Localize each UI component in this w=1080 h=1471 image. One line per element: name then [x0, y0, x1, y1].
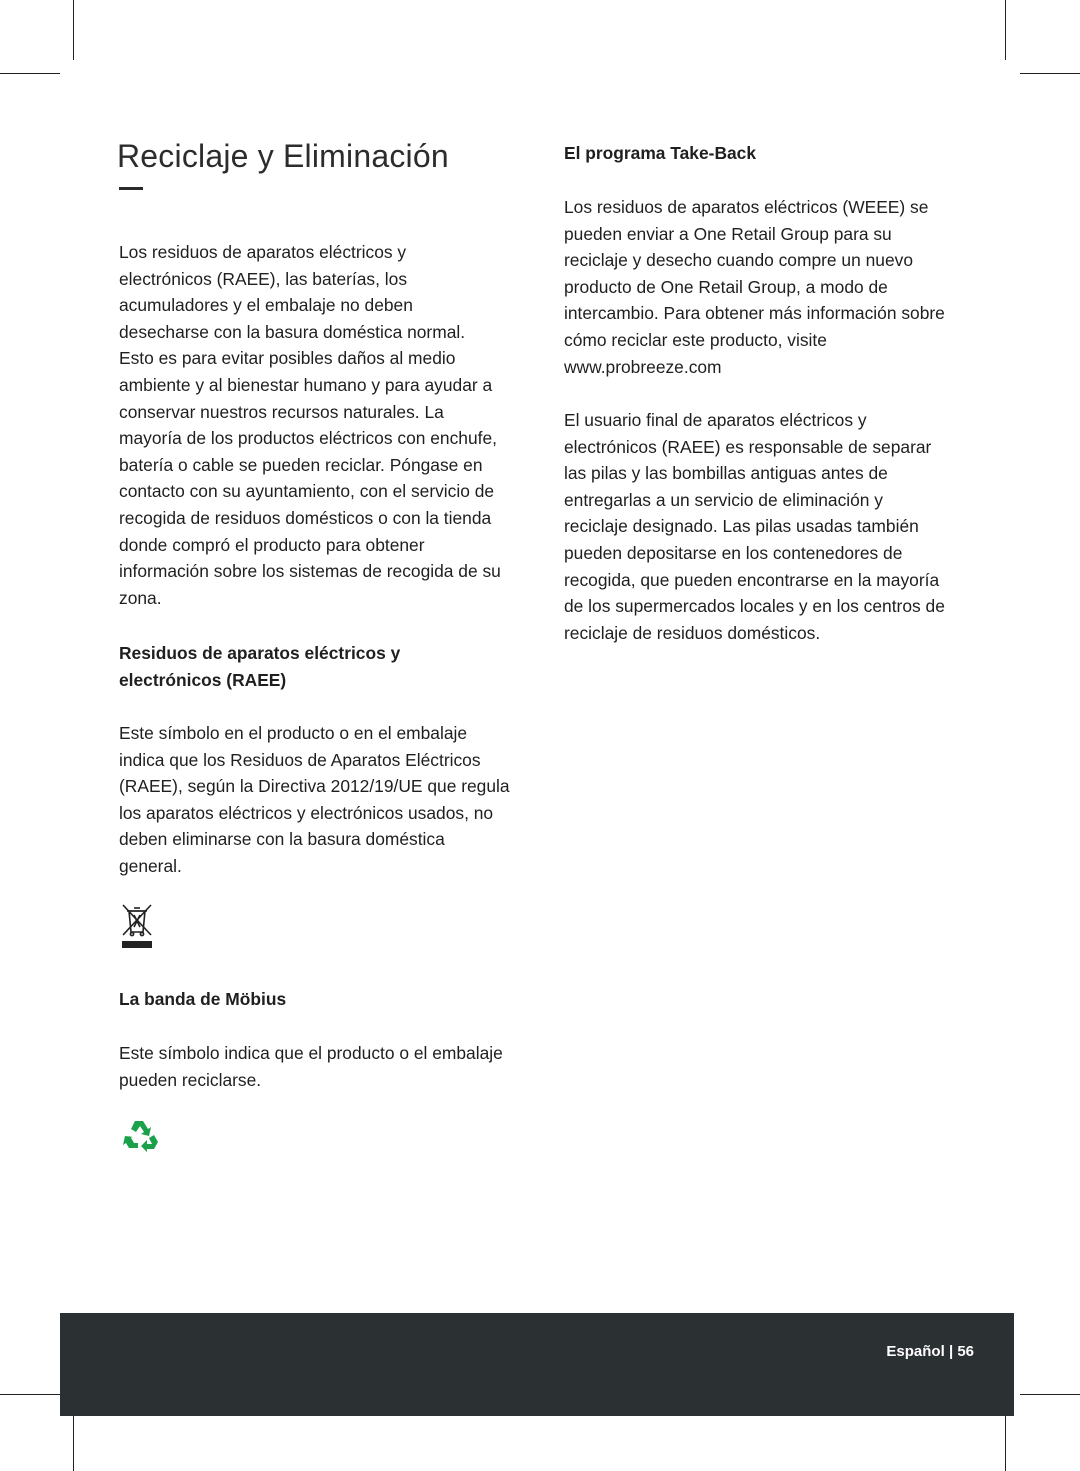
enduser-paragraph: [564, 407, 945, 646]
text-line: los aparatos eléctricos y electrónicos usados, no: [119, 802, 494, 823]
crop-mark: [73, 1410, 74, 1471]
recycle-icon: [121, 1118, 161, 1154]
crop-mark: [1020, 1394, 1080, 1395]
text-line: pueden reciclarse.: [119, 1069, 262, 1090]
footer-language: Español: [886, 1343, 945, 1360]
text-line: indica que los Residuos de Aparatos Eléctricos: [119, 749, 481, 770]
text-line: (RAEE), según la Directiva 2012/19/UE que regula: [119, 776, 510, 797]
text-line: Esto es para evitar posibles daños al medio: [119, 348, 456, 369]
text-line: acumuladores y el embalaje no deben: [119, 295, 413, 316]
text-line: donde compró el producto para obtener: [119, 534, 425, 555]
text-line: reciclaje designado. Las pilas usadas también: [564, 516, 919, 537]
page-label: [886, 1343, 974, 1360]
intro-paragraph: [119, 239, 501, 611]
text-line: desecharse con la basura doméstica normal.: [119, 321, 466, 342]
heading-line: Residuos de aparatos eléctricos y: [119, 643, 401, 663]
crop-mark: [1005, 0, 1006, 60]
text-line: general.: [119, 855, 182, 876]
page-number: 56: [957, 1343, 974, 1360]
footer-bar: [60, 1313, 1014, 1416]
text-line: entregarlas a un servicio de eliminación y: [564, 489, 883, 510]
text-line: recogida de residuos domésticos o con la tienda: [119, 507, 492, 528]
text-line: mayoría de los productos eléctricos con enchufe,: [119, 428, 497, 449]
text-line: El usuario final de aparatos eléctricos y: [564, 410, 867, 430]
text-line: recogida, que pueden encontrarse en la mayoría: [564, 569, 940, 590]
text-line: pueden depositarse en los contenedores de: [564, 542, 903, 563]
crop-mark: [0, 73, 60, 74]
crop-mark: [73, 0, 74, 60]
weee-heading: [119, 640, 400, 693]
text-line: producto de One Retail Group, a modo de: [564, 276, 888, 297]
text-line: Este símbolo indica que el producto o el embalaje: [119, 1043, 503, 1063]
text-line: batería o cable se pueden reciclar. Póngase en: [119, 454, 483, 475]
text-line: www.probreeze.com: [564, 356, 722, 377]
crop-mark: [1020, 73, 1080, 74]
crossed-out-bin-icon: [121, 902, 153, 950]
text-line: ambiente y al bienestar humano y para ayudar a: [119, 374, 493, 395]
title-underline: [119, 187, 143, 190]
weee-paragraph: [119, 720, 510, 880]
text-line: Los residuos de aparatos eléctricos (WEEE) se: [564, 197, 929, 217]
page-title: Reciclaje y Eliminación: [117, 138, 449, 174]
crop-mark: [0, 1394, 60, 1395]
footer-separator: |: [948, 1343, 954, 1360]
text-line: Este símbolo en el producto o en el embalaje: [119, 723, 468, 743]
crop-mark: [1005, 1410, 1006, 1471]
mobius-paragraph: [119, 1040, 503, 1093]
text-line: las pilas y las bombillas antiguas antes de: [564, 463, 888, 484]
text-line: deben eliminarse con la basura doméstica: [119, 829, 445, 850]
takeback-heading: [564, 140, 756, 167]
text-line: pueden enviar a One Retail Group para su: [564, 223, 892, 244]
text-line: de los supermercados locales y en los centros de: [564, 596, 945, 617]
heading-line: La banda de Möbius: [119, 989, 287, 1009]
text-line: zona.: [119, 587, 162, 608]
text-line: cómo reciclar este producto, visite: [564, 329, 827, 350]
text-line: reciclaje y desecho cuando compre un nuevo: [564, 250, 913, 271]
heading-line: electrónicos (RAEE): [119, 669, 287, 690]
text-line: contacto con su ayuntamiento, con el servicio de: [119, 481, 495, 502]
text-line: conservar nuestros recursos naturales. La: [119, 401, 444, 422]
text-line: electrónicos (RAEE) es responsable de separar: [564, 436, 932, 457]
heading-line: El programa Take-Back: [564, 143, 757, 163]
text-line: electrónicos (RAEE), las baterías, los: [119, 268, 408, 289]
takeback-paragraph: [564, 194, 945, 380]
mobius-heading: [119, 986, 286, 1013]
text-line: Los residuos de aparatos eléctricos y: [119, 242, 407, 262]
text-line: información sobre los sistemas de recogida de su: [119, 561, 501, 582]
text-line: reciclaje de residuos domésticos.: [564, 622, 821, 643]
text-line: intercambio. Para obtener más información sobre: [564, 303, 945, 324]
